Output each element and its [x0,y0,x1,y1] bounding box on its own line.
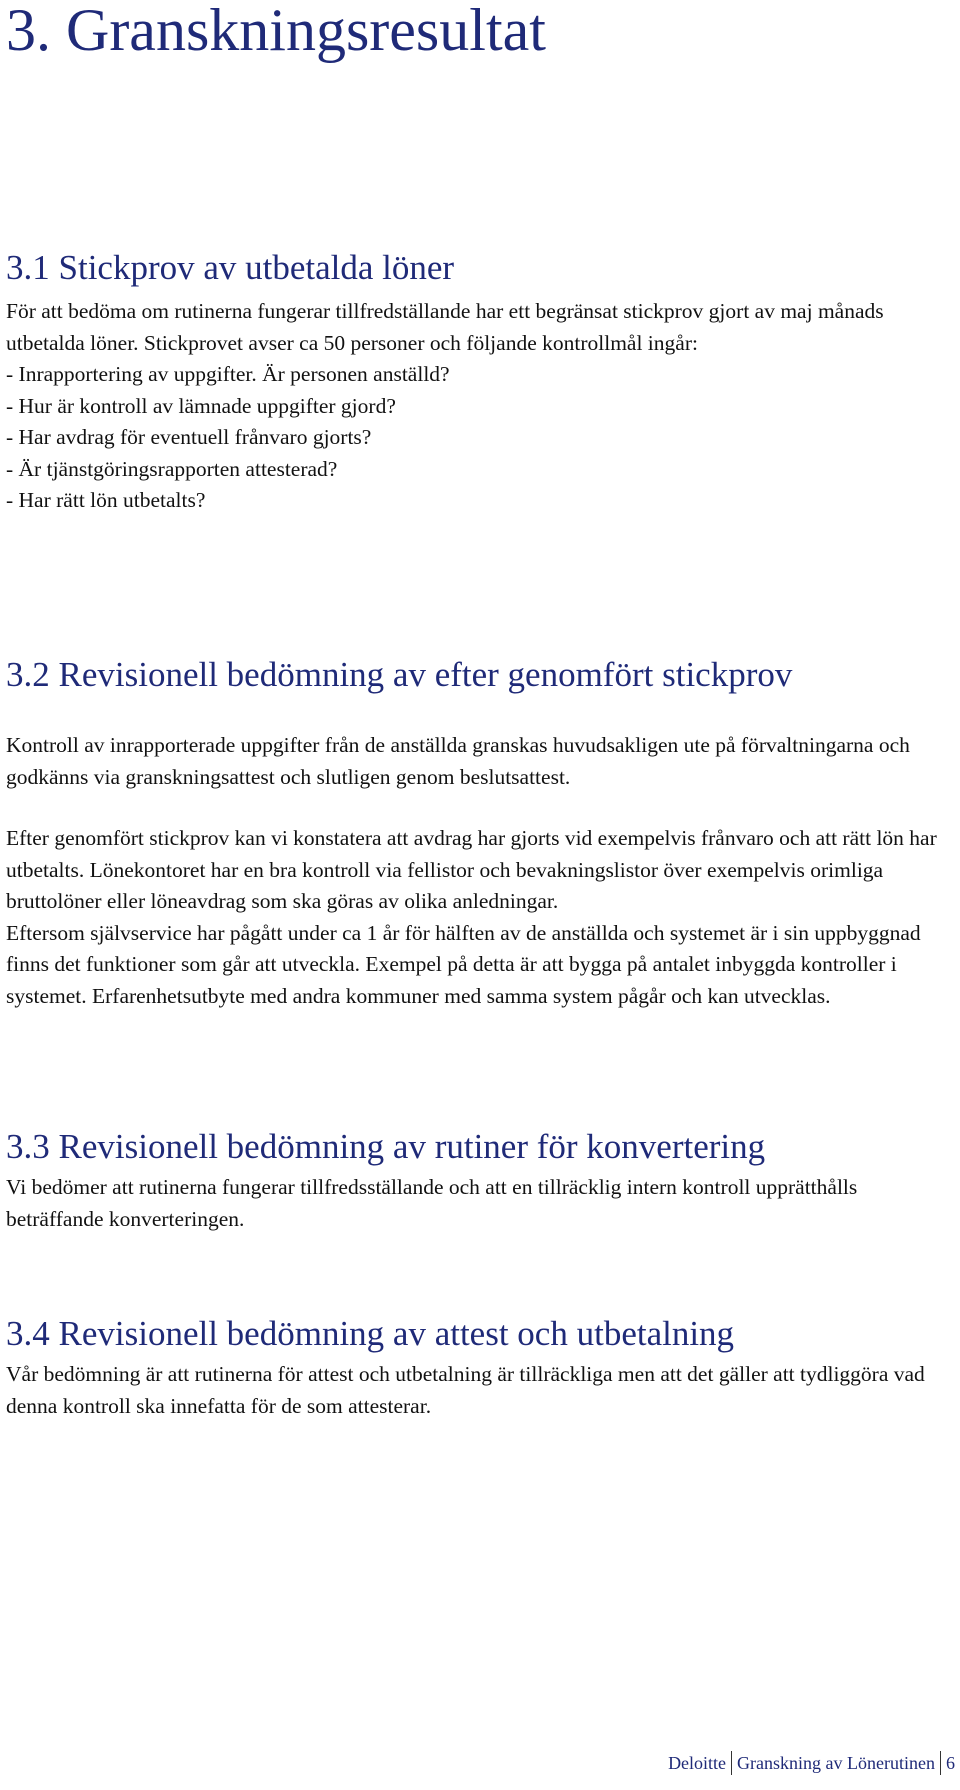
footer-page-number: 6 [946,1752,955,1773]
section-3-2-title: 3.2 Revisionell bedömning av efter genomfört stickprov [6,655,793,694]
footer-divider [731,1751,732,1775]
section-3-3-title: 3.3 Revisionell bedömning av rutiner för konvertering [6,1127,766,1166]
list-item: - Har rätt lön utbetalts? [6,488,206,512]
paragraph: Efter genomfört stickprov kan vi konstatera att avdrag har gjorts vid exempelvis frånvaro och att rätt lön har utbetalts. Lönekontoret har en bra kontroll via fellistor och bevakningslistor över exempelvis orimliga bruttolöner eller löneavdrag som ska göras av olika anledningar. [6,826,937,913]
list-item: - Är tjänstgöringsrapporten attesterad? [6,456,338,481]
footer-divider [940,1751,941,1775]
section-3-1-body [6,296,951,517]
paragraph: Vi bedömer att rutinerna fungerar tillfredsställande och att en tillräcklig intern kontroll upprätthålls beträffande konverteringen. [6,1175,858,1231]
section-3-3-body [6,1172,951,1235]
footer-document-title: Granskning av Lönerutinen [737,1752,935,1773]
paragraph: Kontroll av inrapporterade uppgifter från de anställda granskas huvudsakligen ute på förvaltningarna och godkänns via granskningsattest och slutligen genom beslutsattest. [6,733,910,789]
paragraph: Vår bedömning är att rutinerna för attest och utbetalning är tillräckliga men att det gäller att tydliggöra vad denna kontroll ska innefatta för de som attesterar. [6,1362,925,1418]
list-item: - Inrapportering av uppgifter. Är personen anställd? [6,362,450,386]
paragraph: Eftersom självservice har pågått under ca 1 år för hälften av de anställda och systemet är i sin uppbyggnad finns det funktioner som går att utveckla. Exempel på detta är att bygga på antalet inbyggda kontroller i systemet. Erfarenhetsutbyte med andra kommuner med samma system pågår och kan utvecklas. [6,920,921,1008]
control-goals-list [6,359,951,517]
section-3-4-body [6,1359,951,1422]
footer-company: Deloitte [668,1752,727,1773]
section-3-2-body [6,730,951,1012]
page-heading: 3. Granskningsresultat [6,0,546,63]
list-item: - Har avdrag för eventuell frånvaro gjorts? [6,425,372,449]
section-3-1-intro: För att bedöma om rutinerna fungerar tillfredställande har ett begränsat stickprov gjort av maj månads utbetalda löner. Stickprovet avser ca 50 personer och följande kontrollmål ingår: [6,299,884,355]
section-3-1-title: 3.1 Stickprov av utbetalda löner [6,248,455,287]
list-item: - Hur är kontroll av lämnade uppgifter gjord? [6,393,396,418]
section-3-4-title: 3.4 Revisionell bedömning av attest och utbetalning [6,1314,735,1353]
page-footer [668,1750,955,1776]
